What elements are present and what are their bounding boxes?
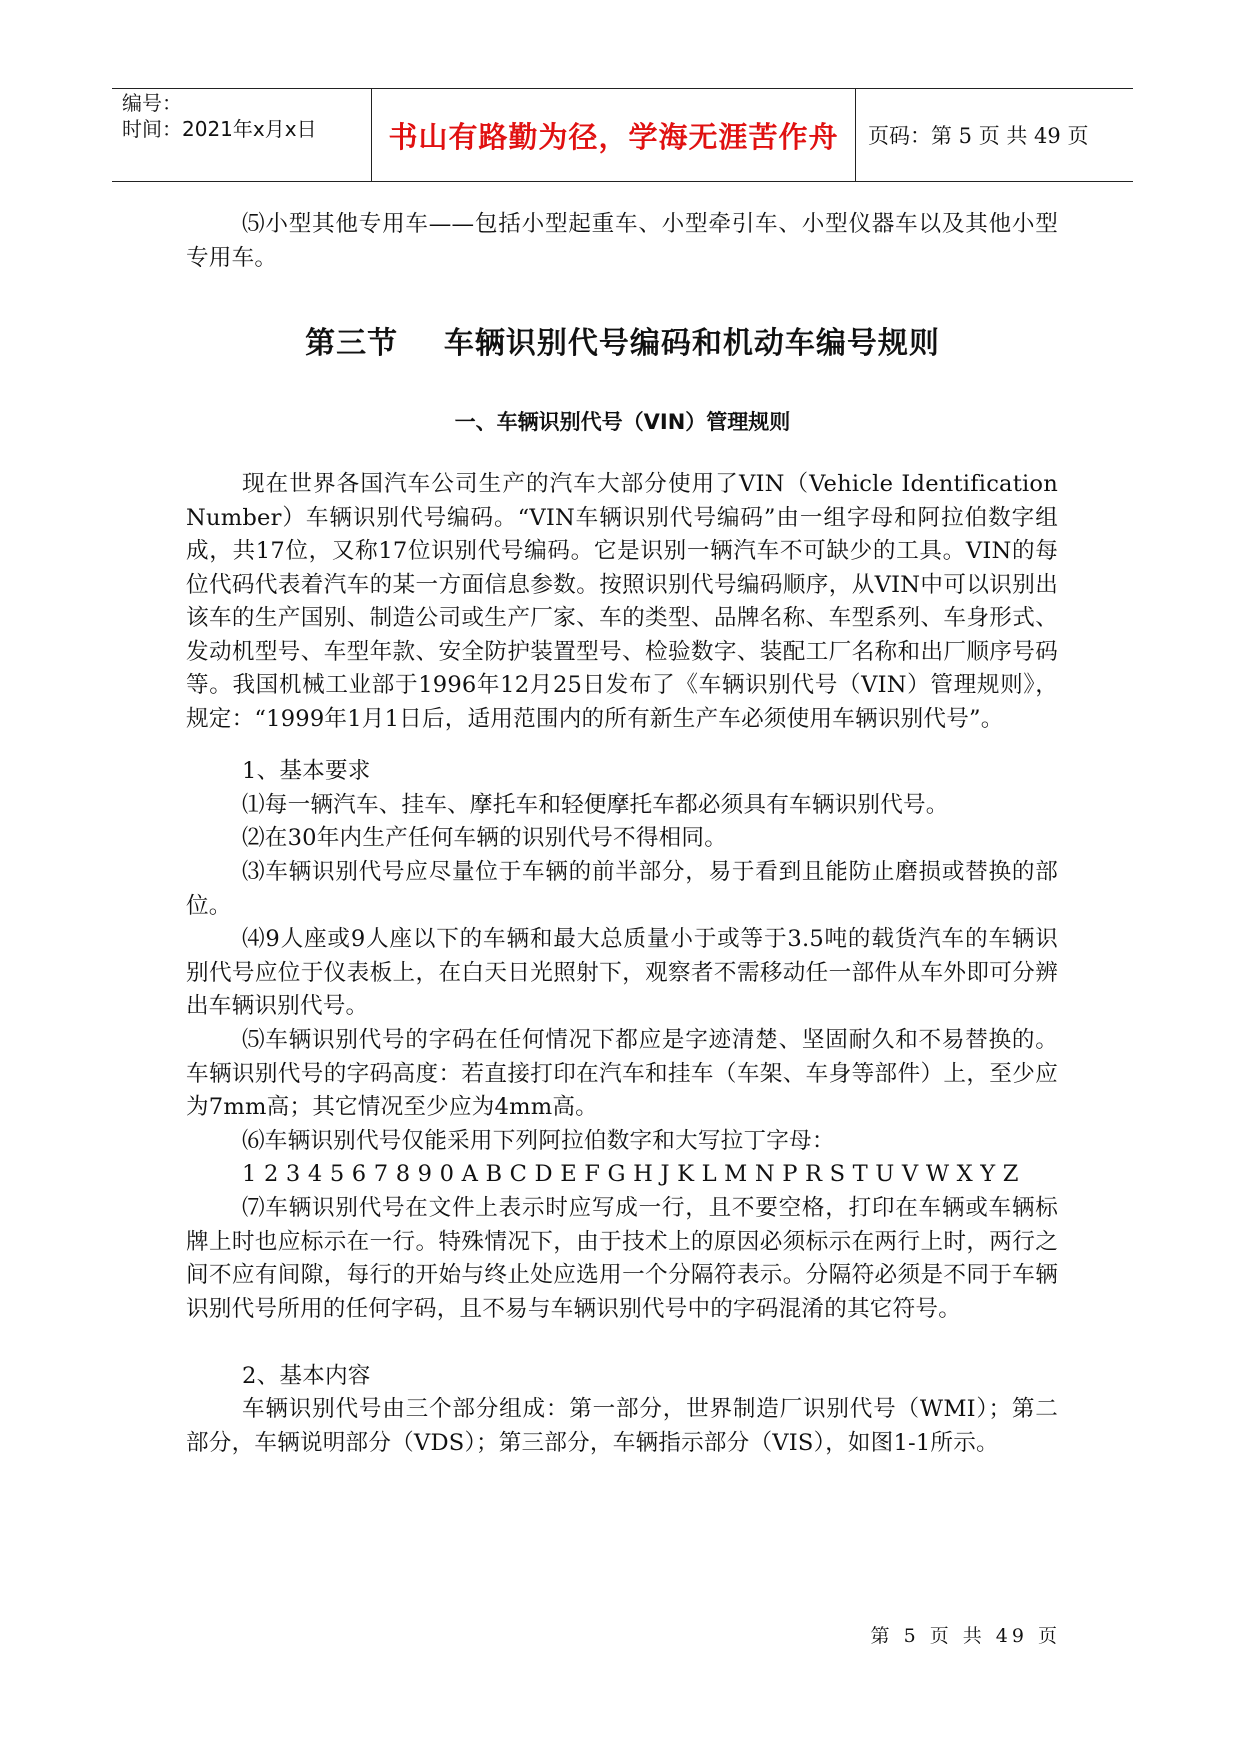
header-motto: 书山有路勤为径，学海无涯苦作舟 <box>388 119 839 154</box>
basic-requirements-heading: 1、基本要求 <box>242 758 371 784</box>
section-title: 第三节 车辆识别代号编码和机动车编号规则 <box>305 326 940 361</box>
requirement-3: ⑶车辆识别代号应尽量位于车辆的前半部分，易于看到且能防止磨损或替换的部位。 <box>186 859 1058 919</box>
vin-paragraph: 现在世界各国汽车公司生产的汽车大部分使用了VIN（Vehicle Identification Number）车辆识别代号编码。“VIN车辆识别代号编码”由一组字母和阿拉伯数字组成，共17位，又称17位识别代号编码。它是识别一辆汽车不可缺少的工具。VIN的每位代码代表着汽车的某一方面信息参数。按照识别代号编码顺序，从VIN中可以识别出该车的生产国别、制造公司或生产厂家、车的类型、品牌名称、车型系列、车身形式、发动机型号、车型年款、安全防护装置型号、检验数字、装配工厂名称和出厂顺序号码等。我国机械工业部于1996年12月25日发布了《车辆识别代号（VIN）管理规则》，规定：“1999年1月1日后，适用范围内的所有新生产车必须使用车辆识别代号”。 <box>186 471 1058 732</box>
basic-content-heading: 2、基本内容 <box>242 1363 371 1389</box>
requirement-7: ⑺车辆识别代号在文件上表示时应写成一行，且不要空格，打印在车辆或车辆标牌上时也应标示在一行。特殊情况下，由于技术上的原因必须标示在两行上时，两行之间不应有间隙，每行的开始与终止处应选用一个分隔符表示。分隔符必须是不同于车辆识别代号所用的任何字码，且不易与车辆识别代号中的字码混淆的其它符号。 <box>186 1195 1058 1322</box>
page-header <box>112 88 1133 182</box>
requirement-1: ⑴每一辆汽车、挂车、摩托车和轻便摩托车都必须具有车辆识别代号。 <box>242 792 949 818</box>
subsection-title: 一、车辆识别代号（VIN）管理规则 <box>454 410 791 434</box>
header-page-number: 页码：第 5 页 共 49 页 <box>868 124 1089 148</box>
document-number-label: 编号： <box>122 91 182 115</box>
document-date-label: 时间：2021年x月x日 <box>122 117 317 141</box>
vin-parts-paragraph: 车辆识别代号由三个部分组成：第一部分，世界制造厂识别代号（WMI）；第二部分，车辆说明部分（VDS）；第三部分，车辆指示部分（VIS），如图1-1所示。 <box>186 1396 1058 1456</box>
requirement-2: ⑵在30年内生产任何车辆的识别代号不得相同。 <box>242 825 728 851</box>
intro-paragraph: ⑸小型其他专用车——包括小型起重车、小型牵引车、小型仪器车以及其他小型专用车。 <box>186 211 1058 271</box>
header-meta-cell <box>112 89 372 181</box>
header-page-cell <box>856 89 1133 181</box>
requirement-4: ⑷9人座或9人座以下的车辆和最大总质量小于或等于3.5吨的载货汽车的车辆识别代号应位于仪表板上，在白天日光照射下，观察者不需移动任一部件从车外即可分辨出车辆识别代号。 <box>186 926 1058 1019</box>
page-footer-number: 第 5 页 共 49 页 <box>870 1625 1061 1647</box>
requirement-6: ⑹车辆识别代号仅能采用下列阿拉伯数字和大写拉丁字母： <box>242 1128 835 1154</box>
requirement-5: ⑸车辆识别代号的字码在任何情况下都应是字迹清楚、坚固耐久和不易替换的。车辆识别代号的字码高度：若直接打印在汽车和挂车（车架、车身等部件）上，至少应为7mm高；其它情况至少应为4mm高。 <box>186 1027 1058 1120</box>
vin-character-set: 1 2 3 4 5 6 7 8 9 0 A B C D E F G H J K L M N P R S T U V W X Y Z <box>242 1161 1019 1187</box>
header-motto-cell <box>372 89 856 181</box>
